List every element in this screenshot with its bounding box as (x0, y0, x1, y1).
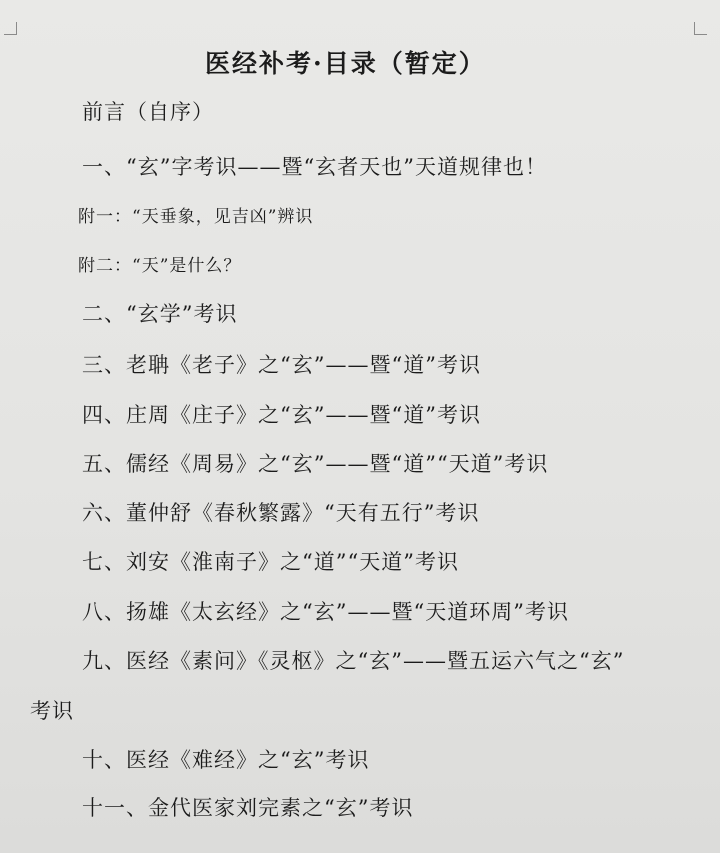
toc-entry-preface: 前言（自序） (82, 100, 214, 124)
toc-entry-6: 六、董仲舒《春秋繁露》“天有五行”考识 (82, 501, 480, 525)
page-corner-mark-left (4, 22, 17, 35)
toc-appendix-1: 附一：“天垂象，见吉凶”辨识 (78, 207, 314, 227)
toc-entry-7: 七、刘安《淮南子》之“道”“天道”考识 (82, 550, 459, 574)
toc-entry-2: 二、“玄学”考识 (82, 302, 238, 326)
toc-entry-5: 五、儒经《周易》之“玄”——暨“道”“天道”考识 (82, 452, 549, 476)
document-title: 医经补考·目录（暂定） (205, 49, 486, 78)
toc-entry-11: 十一、金代医家刘完素之“玄”考识 (82, 796, 414, 820)
toc-entry-4: 四、庄周《庄子》之“玄”——暨“道”考识 (82, 403, 481, 427)
toc-appendix-2: 附二：“天”是什么？ (78, 256, 242, 276)
toc-entry-9: 九、医经《素问》《灵枢》之“玄”——暨五运六气之“玄” (82, 649, 625, 673)
toc-entry-8: 八、扬雄《太玄经》之“玄”——暨“天道环周”考识 (82, 600, 569, 624)
toc-entry-9-continuation: 考识 (30, 699, 74, 723)
page-corner-mark-right (694, 22, 707, 35)
toc-entry-3: 三、老聃《老子》之“玄”——暨“道”考识 (82, 353, 481, 377)
toc-entry-10: 十、医经《难经》之“玄”考识 (82, 748, 370, 772)
toc-entry-1: 一、“玄”字考识——暨“玄者天也”天道规律也！ (82, 155, 547, 179)
